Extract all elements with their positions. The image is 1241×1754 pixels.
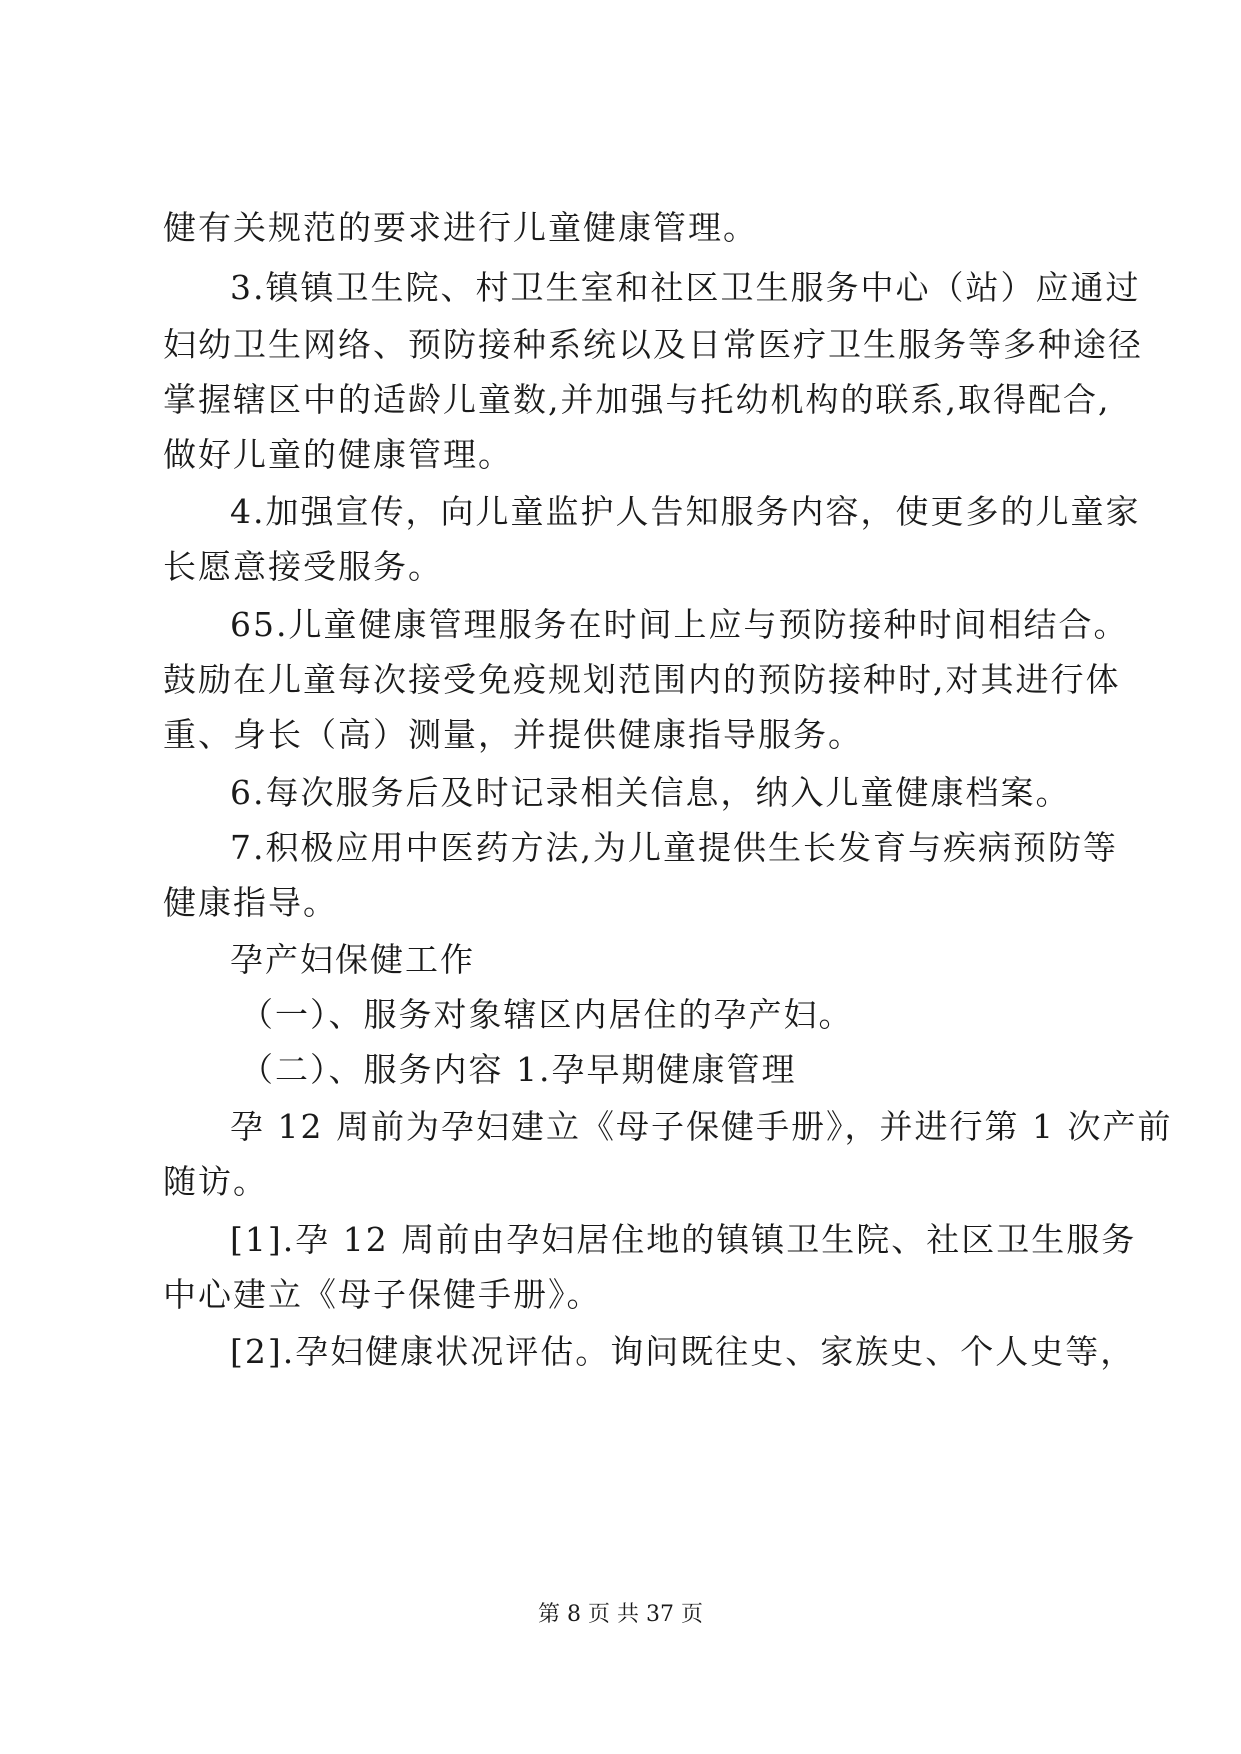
body-line: 健康指导。	[163, 883, 338, 922]
body-line: 7.积极应用中医药方法,为儿童提供生长发育与疾病预防等	[230, 828, 1118, 867]
body-line: 4.加强宣传，向儿童监护人告知服务内容，使更多的儿童家	[230, 492, 1141, 531]
body-line: 长愿意接受服务。	[163, 547, 443, 586]
page-number-footer: 第 8 页 共 37 页	[538, 1602, 703, 1627]
body-line: 掌握辖区中的适龄儿童数,并加强与托幼机构的联系,取得配合,	[163, 380, 1111, 419]
subsection-heading: （二）、服务内容 1.孕早期健康管理	[240, 1050, 797, 1089]
body-line: 6.每次服务后及时记录相关信息，纳入儿童健康档案。	[230, 773, 1071, 812]
body-line: 3.镇镇卫生院、村卫生室和社区卫生服务中心（站）应通过	[230, 268, 1141, 307]
subsection-heading: （一）、服务对象辖区内居住的孕产妇。	[240, 995, 854, 1034]
body-line: [1].孕 12 周前由孕妇居住地的镇镇卫生院、社区卫生服务	[230, 1220, 1137, 1259]
body-line: 妇幼卫生网络、预防接种系统以及日常医疗卫生服务等多种途径	[163, 325, 1143, 364]
body-line: 健有关规范的要求进行儿童健康管理。	[163, 208, 758, 247]
body-line: 鼓励在儿童每次接受免疫规划范围内的预防接种时,对其进行体	[163, 660, 1121, 699]
body-line: 随访。	[163, 1162, 268, 1201]
body-line: 重、身长（高）测量，并提供健康指导服务。	[163, 715, 863, 754]
body-line: 孕 12 周前为孕妇建立《母子保健手册》，并进行第 1 次产前	[230, 1107, 1173, 1146]
section-heading: 孕产妇保健工作	[230, 940, 475, 979]
body-line: 65.儿童健康管理服务在时间上应与预防接种时间相结合。	[230, 605, 1129, 644]
body-line: 做好儿童的健康管理。	[163, 435, 513, 474]
body-line: [2].孕妇健康状况评估。询问既往史、家族史、个人史等，	[230, 1332, 1136, 1371]
body-line: 中心建立《母子保健手册》。	[163, 1275, 602, 1314]
